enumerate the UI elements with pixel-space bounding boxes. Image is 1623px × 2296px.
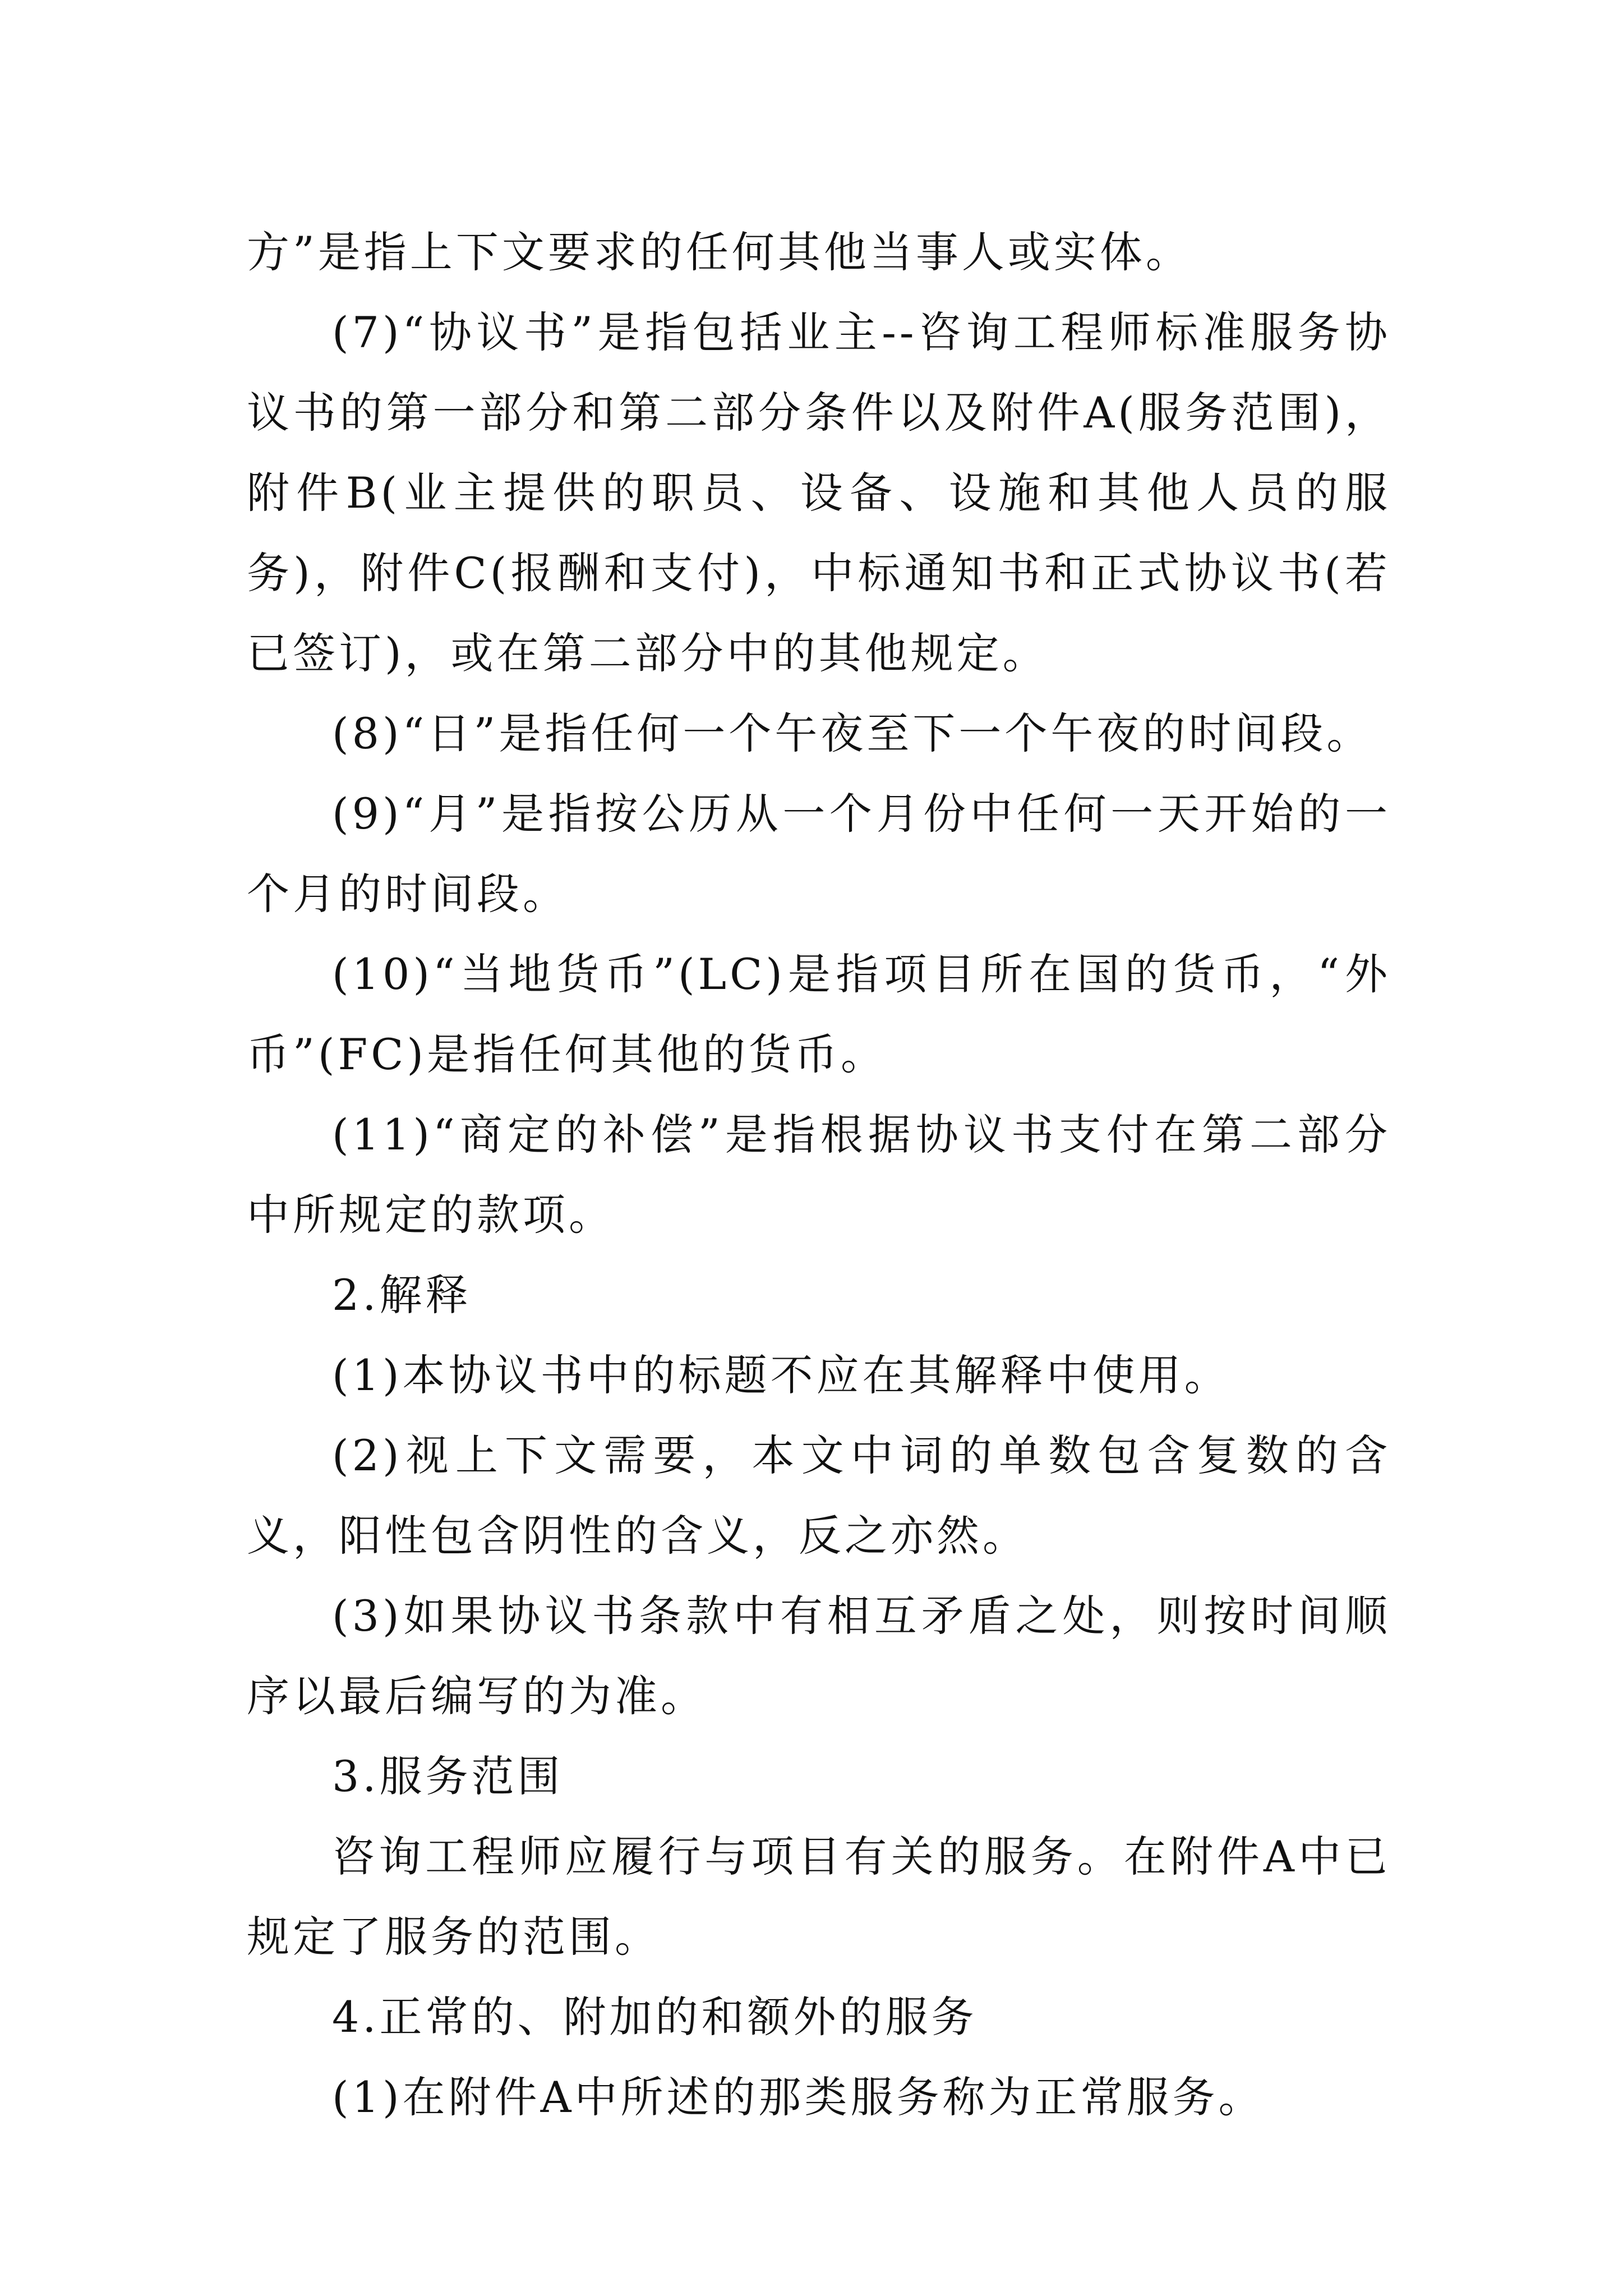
paragraph: (2)视上下文需要，本文中词的单数包含复数的含义，阳性包含阴性的含义，反之亦然。 — [247, 1430, 1391, 1561]
section-heading: 3.服务范围 — [332, 1751, 564, 1801]
paragraph: (11)“商定的补偿”是指根据协议书支付在第二部分中所规定的款项。 — [247, 1110, 1391, 1240]
paragraph: (1)在附件A中所述的那类服务称为正常服务。 — [332, 2072, 1265, 2122]
document-body — [247, 212, 1391, 2137]
paragraph: (3)如果协议书条款中有相互矛盾之处，则按时间顺序以最后编写的为准。 — [247, 1591, 1391, 1721]
paragraph: 方”是指上下文要求的任何其他当事人或实体。 — [247, 227, 1192, 277]
paragraph: (1)本协议书中的标题不应在其解释中使用。 — [332, 1350, 1230, 1400]
paragraph: (8)“日”是指任何一个午夜至下一个午夜的时间段。 — [332, 708, 1373, 758]
paragraph: (9)“月”是指按公历从一个月份中任何一天开始的一个月的时间段。 — [247, 789, 1391, 919]
section-heading: 4.正常的、附加的和额外的服务 — [332, 1992, 978, 2042]
section-heading: 2.解释 — [332, 1270, 472, 1320]
paragraph: (7)“协议书”是指包括业主--咨询工程师标准服务协议书的第一部分和第二部分条件以及附件A(服务范围)，附件B(业主提供的职员、设备、设施和其他人员的服务)，附件C(报酬和支付)，中标通知书和正式协议书(若已签订)，或在第二部分中的其他规定。 — [247, 307, 1391, 678]
paragraph: (10)“当地货币”(LC)是指项目所在国的货币，“外币”(FC)是指任何其他的货币。 — [247, 949, 1391, 1079]
paragraph: 咨询工程师应履行与项目有关的服务。在附件A中已规定了服务的范围。 — [247, 1832, 1391, 1962]
